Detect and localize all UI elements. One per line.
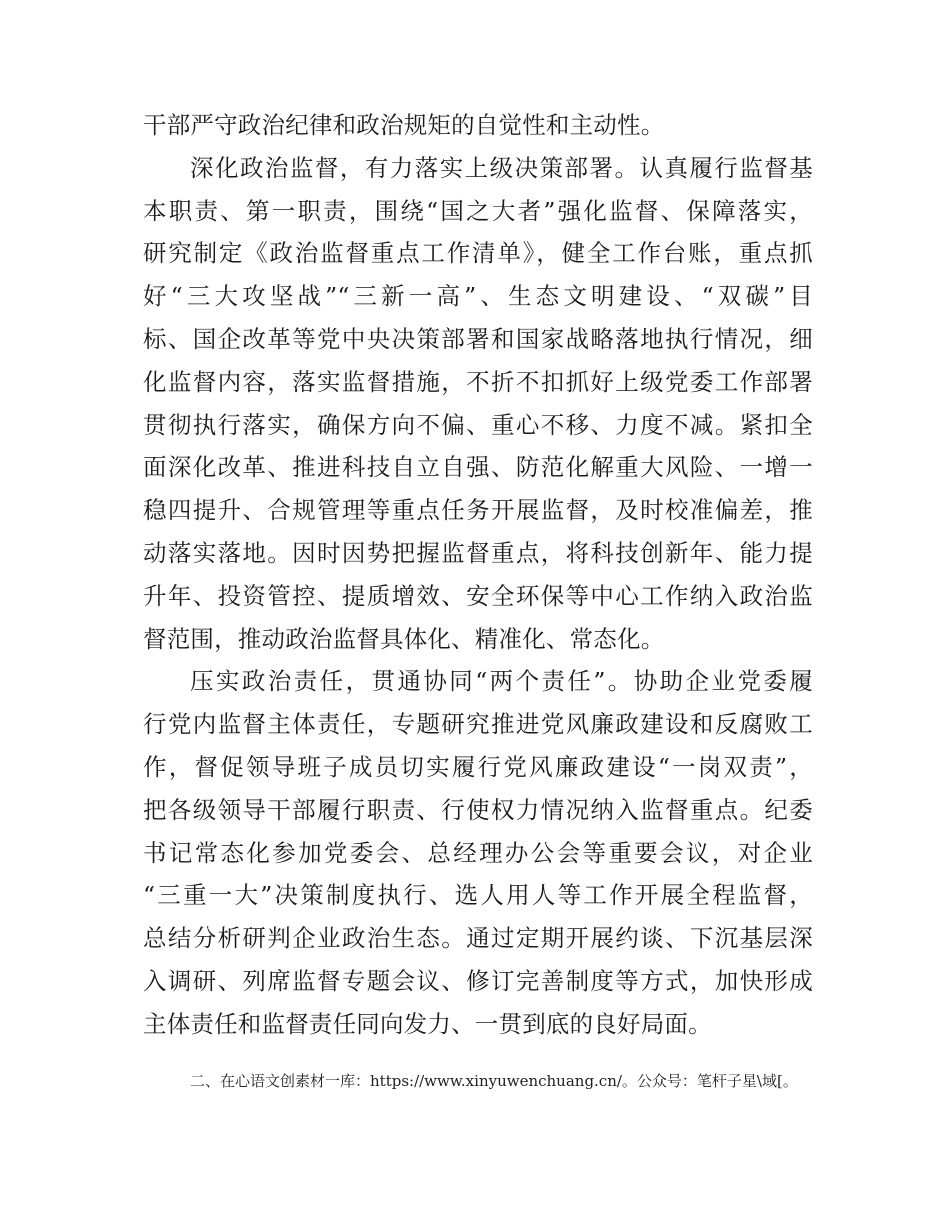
paragraph-start-line: 深化政治监督，有力落实上级决策部署。认真履行监督基 [190, 153, 813, 182]
text-line: 把各级领导干部履行职责、行使权力情况纳入监督重点。纪委 [143, 795, 813, 824]
footer-note: 二、在心语文创素材一库：https://www.xinyuwenchuang.cn/。公众号：笔杆子星\域[。 [190, 1072, 798, 1090]
document-body [143, 104, 813, 1046]
text-line: 入调研、列席监督专题会议、修订完善制度等方式，加快形成 [143, 966, 813, 995]
text-line: 作，督促领导班子成员切实履行党风廉政建设“一岗双责”， [143, 752, 813, 781]
paragraph-start-line: 压实政治责任，贯通协同“两个责任”。协助企业党委履 [190, 667, 813, 696]
text-line: 标、国企改革等党中央决策部署和国家战略落地执行情况，细 [143, 324, 813, 353]
text-line: “三重一大”决策制度执行、选人用人等工作开展全程监督， [143, 881, 813, 910]
text-line: 研究制定《政治监督重点工作清单》，健全工作台账，重点抓 [143, 239, 813, 268]
text-line: 干部严守政治纪律和政治规矩的自觉性和主动性。 [143, 111, 665, 139]
text-line: 面深化改革、推进科技自立自强、防范化解重大风险、一增一 [143, 453, 813, 482]
text-line: 贯彻执行落实，确保方向不偏、重心不移、力度不减。紧扣全 [143, 410, 813, 439]
text-line: 督范围，推动政治监督具体化、精准化、常态化。 [143, 624, 665, 653]
text-line: 化监督内容，落实监督措施，不折不扣抓好上级党委工作部署 [143, 367, 813, 396]
text-line: 动落实落地。因时因势把握监督重点，将科技创新年、能力提 [143, 538, 813, 567]
text-line: 升年、投资管控、提质增效、安全环保等中心工作纳入政治监 [143, 581, 813, 610]
text-line: 主体责任和监督责任同向发力、一贯到底的良好局面。 [143, 1009, 712, 1038]
text-line: 好“三大攻坚战”“三新一高”、生态文明建设、“双碳”目 [143, 282, 813, 311]
text-line: 总结分析研判企业政治生态。通过定期开展约谈、下沉基层深 [143, 924, 813, 953]
text-line: 稳四提升、合规管理等重点任务开展监督，及时校准偏差，推 [143, 496, 813, 525]
text-line: 本职责、第一职责，围绕“国之大者”强化监督、保障落实， [143, 196, 813, 225]
text-line: 书记常态化参加党委会、总经理办公会等重要会议，对企业 [143, 838, 813, 867]
text-line: 行党内监督主体责任，专题研究推进党风廉政建设和反腐败工 [143, 710, 813, 739]
